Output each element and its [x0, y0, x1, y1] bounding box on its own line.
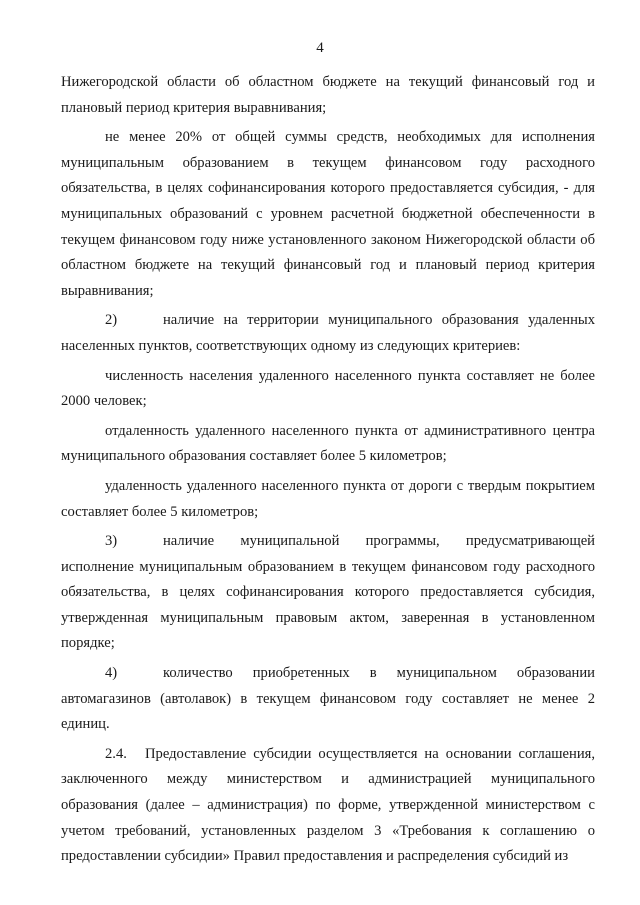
section-2-4 — [61, 742, 595, 870]
page-number: 4 — [316, 40, 324, 56]
list-item-text: количество приобретенных в муниципальном образовании автомагазинов (автолавок) в текущем финансовом году составляет не менее 2 единиц. — [61, 665, 595, 733]
list-item-text: наличие на территории муниципального образования удаленных населенных пунктов, соответствующих одному из следующих критериев: — [61, 312, 595, 354]
paragraph-continuation: Нижегородской области об областном бюджете на текущий финансовый год и плановый период критерия выравнивания; — [61, 74, 595, 116]
section-number: 2.4. — [105, 745, 127, 762]
list-item-number: 2) — [105, 312, 118, 329]
list-item-2 — [61, 308, 595, 359]
document-body — [61, 70, 595, 870]
criterion-distance-road: удаленность удаленного населенного пункта от дороги с твердым покрытием составляет более 5 километров; — [61, 477, 595, 520]
list-item-4 — [61, 661, 595, 738]
section-text: Предоставление субсидии осуществляется на основании соглашения, заключенного между министерством и администрацией муниципального образования (далее – администрация) по форме, утвержденной министерством с учетом требований, установленных разделом 3 «Требования к соглашению о предоставлении субсидии» Правил предоставления и распределения субсидий из — [61, 745, 595, 865]
criterion-population: численность населения удаленного населенного пункта составляет не более 2000 человек; — [61, 367, 595, 410]
list-item-text: наличие муниципальной программы, предусматривающей исполнение муниципальным образованием в текущем финансовом году расходного обязательства, в целях софинансирования которого предоставляется субсидия, утвержденная муниципальным правовым актом, заверенная в установленном порядке; — [61, 533, 595, 652]
list-item-number: 4) — [105, 665, 118, 682]
paragraph-subsidy-share: не менее 20% от общей суммы средств, необходимых для исполнения муниципальным образованием в текущем финансовом году расходного обязательства, в целях софинансирования которого предоставляется субсидия, - для муниципальных образований с уровнем расчетной бюджетной обеспеченности в текущем финансовом году ниже установленного законом Нижегородской области об областном бюджете на текущий финансовый год и плановый период критерия выравнивания; — [61, 129, 595, 299]
list-item-3 — [61, 529, 595, 657]
criterion-distance-center: отдаленность удаленного населенного пункта от административного центра муниципального образования составляет более 5 километров; — [61, 422, 595, 465]
list-item-number: 3) — [105, 533, 118, 550]
